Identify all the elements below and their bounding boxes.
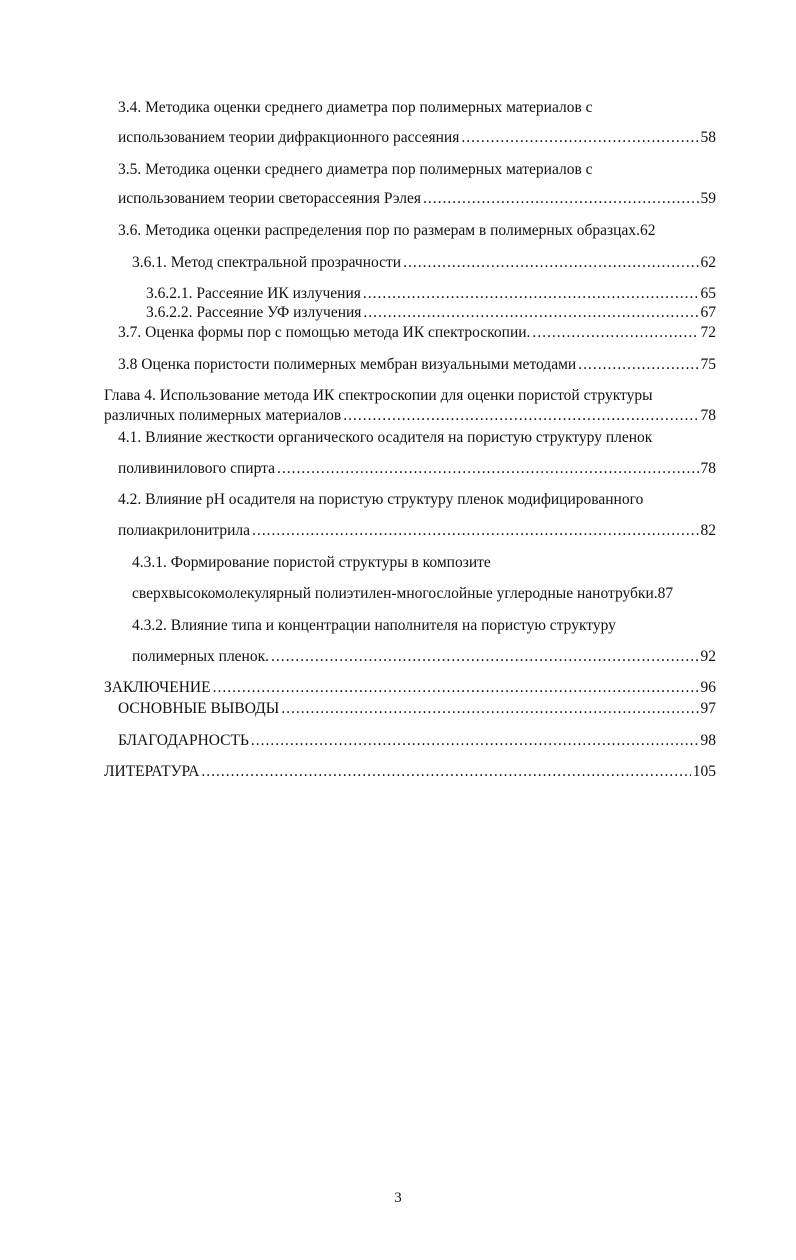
toc-entry-literature[interactable] bbox=[104, 762, 716, 782]
dot-leader bbox=[201, 762, 690, 782]
toc-page-number: 97 bbox=[700, 700, 716, 717]
toc-page-number: 78 bbox=[700, 460, 716, 477]
dot-leader bbox=[343, 406, 698, 426]
toc-entry-text: 3.8 Оценка пористости полимерных мембран визуальными методами bbox=[118, 356, 577, 373]
toc-page-number: 67 bbox=[700, 304, 716, 321]
toc-entry-3-6-2-1[interactable] bbox=[146, 284, 716, 304]
toc-page-number: 62 bbox=[700, 254, 716, 271]
toc-entry-text: 3.6.1. Метод спектральной прозрачности bbox=[132, 254, 402, 271]
dot-leader bbox=[532, 323, 698, 343]
toc-entry-text: использованием теории светорассеяния Рэлея bbox=[118, 190, 421, 207]
dot-leader bbox=[423, 189, 699, 209]
dot-leader bbox=[461, 128, 698, 148]
toc-entry-text: 3.6.2.2. Рассеяние УФ излучения bbox=[146, 304, 362, 321]
toc-page-number: 78 bbox=[700, 407, 716, 424]
toc-entry-text: ЛИТЕРАТУРА bbox=[104, 763, 200, 780]
dot-leader bbox=[281, 699, 698, 719]
toc-entry-3-5[interactable] bbox=[118, 189, 716, 209]
toc-entry-text: 3.6. Методика оценки распределения пор по размерам в полимерных образцах. bbox=[118, 222, 640, 239]
toc-entry-3-6-1[interactable] bbox=[132, 253, 716, 273]
dot-leader bbox=[271, 647, 698, 667]
toc-entry-text: сверхвысокомолекулярный полиэтилен-многослойные углеродные нанотрубки. bbox=[132, 585, 658, 602]
dot-leader bbox=[213, 678, 699, 698]
toc-entry-text: ЗАКЛЮЧЕНИЕ bbox=[104, 679, 211, 696]
toc-page-number: 92 bbox=[700, 648, 716, 665]
toc-entry-4-3-1-line1: 4.3.1. Формирование пористой структуры в композите bbox=[132, 554, 491, 571]
toc-page-number: 96 bbox=[700, 679, 716, 696]
toc-entry-text: 3.6.2.1. Рассеяние ИК излучения bbox=[146, 285, 361, 302]
toc-page-number: 105 bbox=[692, 763, 716, 780]
dot-leader bbox=[403, 253, 698, 273]
toc-entry-main-conclusions[interactable] bbox=[118, 699, 716, 719]
toc-entry-text: использованием теории дифракционного рассеяния bbox=[118, 129, 460, 146]
toc-page-number: 75 bbox=[700, 356, 716, 373]
toc-entry-3-5-line1: 3.5. Методика оценки среднего диаметра пор полимерных материалов с bbox=[118, 161, 593, 178]
toc-page-number: 87 bbox=[657, 585, 674, 602]
toc-entry-4-1[interactable] bbox=[118, 459, 716, 479]
toc-entry-text: ОСНОВНЫЕ ВЫВОДЫ bbox=[118, 700, 280, 717]
dot-leader bbox=[578, 355, 698, 375]
toc-entry-text: 3.7. Оценка формы пор с помощью метода ИК спектроскопии. bbox=[118, 324, 531, 341]
toc-entry-3-4[interactable] bbox=[118, 128, 716, 148]
toc-page-number: 65 bbox=[700, 285, 716, 302]
toc-entry-3-7[interactable] bbox=[118, 323, 716, 343]
toc-page-number: 72 bbox=[700, 324, 716, 341]
toc-entry-3-8[interactable] bbox=[118, 355, 716, 375]
toc-page-number: 59 bbox=[700, 190, 716, 207]
toc-entry-text: полимерных пленок. bbox=[132, 648, 270, 665]
toc-page-number: 62 bbox=[639, 222, 656, 239]
toc-entry-4-2-line1: 4.2. Влияние pH осадителя на пористую структуру пленок модифицированного bbox=[118, 491, 644, 508]
toc-entry-4-3-1[interactable] bbox=[132, 584, 726, 604]
toc-entry-conclusion[interactable] bbox=[104, 678, 716, 698]
dot-leader bbox=[277, 459, 699, 479]
toc-entry-text: поливинилового спирта bbox=[118, 460, 275, 477]
toc-page-number: 58 bbox=[700, 129, 716, 146]
page-number: 3 bbox=[394, 1190, 402, 1206]
dot-leader bbox=[251, 731, 699, 751]
toc-page-number: 98 bbox=[700, 732, 716, 749]
toc-entry-chapter-4[interactable] bbox=[104, 406, 716, 426]
toc-entry-text: БЛАГОДАРНОСТЬ bbox=[118, 732, 249, 749]
toc-entry-acknowledgements[interactable] bbox=[118, 731, 716, 751]
toc-entry-chapter-4-line1: Глава 4. Использование метода ИК спектроскопии для оценки пористой структуры bbox=[104, 387, 653, 404]
toc-entry-3-6-2-2[interactable] bbox=[146, 303, 716, 323]
toc-entry-text: полиакрилонитрила bbox=[118, 522, 251, 539]
dot-leader bbox=[252, 521, 698, 541]
toc-entry-4-2[interactable] bbox=[118, 521, 716, 541]
dot-leader bbox=[363, 303, 698, 323]
toc-entry-4-3-2[interactable] bbox=[132, 647, 716, 667]
toc-page-number: 82 bbox=[700, 522, 716, 539]
toc-entry-3-4-line1: 3.4. Методика оценки среднего диаметра пор полимерных материалов с bbox=[118, 99, 593, 116]
dot-leader bbox=[363, 284, 699, 304]
toc-entry-text: различных полимерных материалов bbox=[104, 407, 342, 424]
toc-entry-4-3-2-line1: 4.3.2. Влияние типа и концентрации наполнителя на пористую структуру bbox=[132, 617, 616, 634]
toc-entry-3-6[interactable] bbox=[118, 221, 716, 241]
toc-entry-4-1-line1: 4.1. Влияние жесткости органического осадителя на пористую структуру пленок bbox=[118, 429, 653, 446]
